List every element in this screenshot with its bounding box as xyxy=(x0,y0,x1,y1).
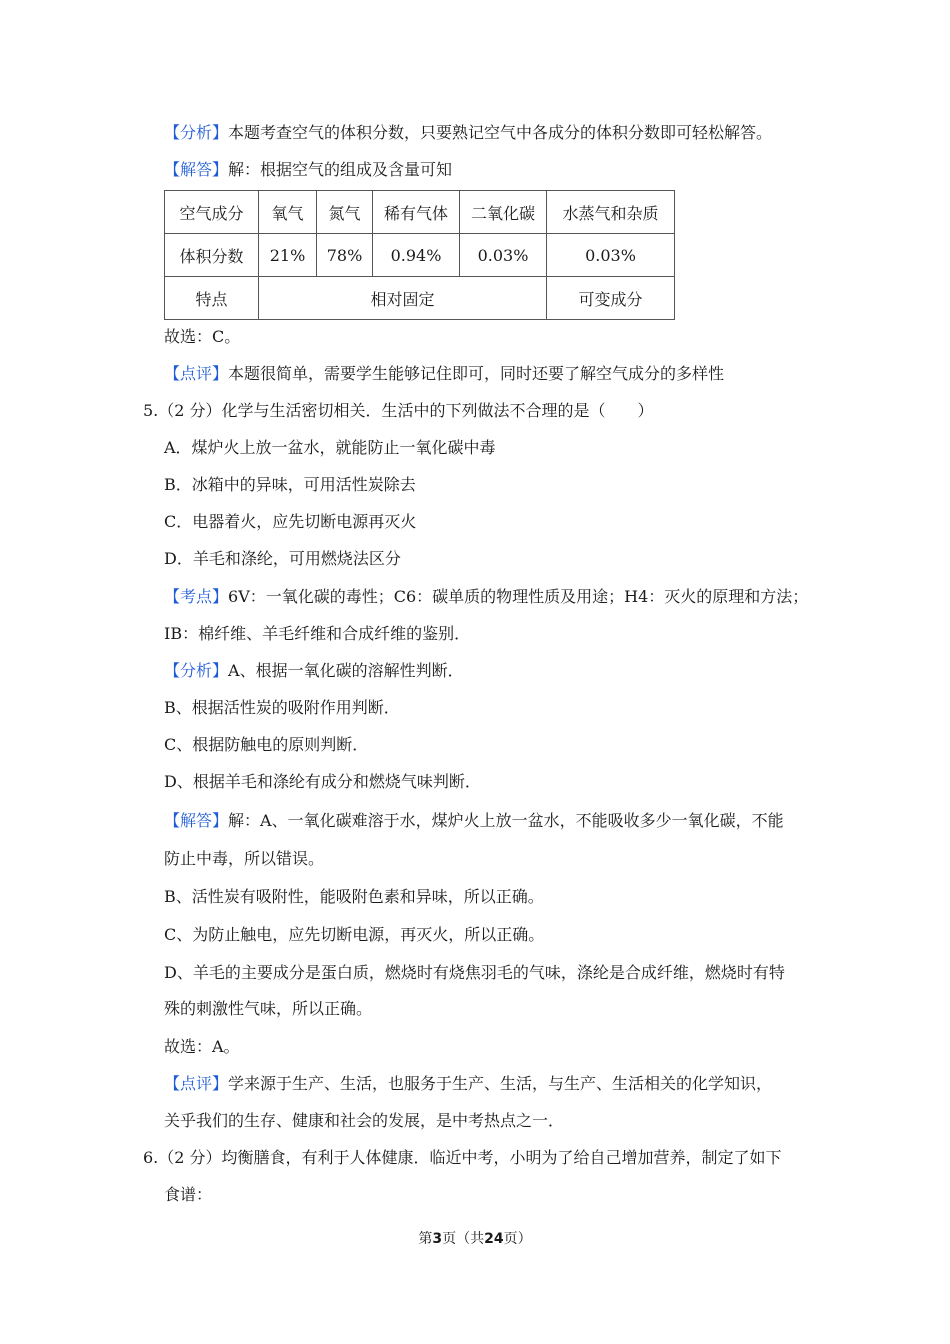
q5-answer xyxy=(164,810,784,832)
q5-comment xyxy=(164,1073,772,1095)
q5-option-a: A．煤炉火上放一盆水，就能防止一氧化碳中毒 xyxy=(164,438,496,457)
table-row xyxy=(165,234,675,277)
comment-text: 本题很简单，需要学生能够记住即可，同时还要了解空气成分的多样性 xyxy=(228,364,725,383)
table-row xyxy=(165,277,675,320)
q5-stem: 5.（2 分）化学与生活密切相关．生活中的下列做法不合理的是（ ） xyxy=(143,401,654,420)
q6-stem-line-2: 食谱： xyxy=(164,1185,213,1204)
table-cell: 0.94% xyxy=(373,234,460,277)
comment-tag: 【点评】 xyxy=(164,364,229,383)
table-cell: 0.03% xyxy=(460,234,547,277)
q6-stem-line-1: 6.（2 分）均衡膳食，有利于人体健康．临近中考，小明为了给自己增加营养，制定了如下 xyxy=(143,1148,782,1167)
air-composition-table xyxy=(164,190,675,320)
answer-a-line-2: 防止中毒，所以错误。 xyxy=(164,849,325,868)
table-cell: 相对固定 xyxy=(259,277,547,320)
comment-tag: 【点评】 xyxy=(164,1074,229,1093)
table-cell: 氮气 xyxy=(317,191,373,234)
q4-analysis xyxy=(164,122,772,144)
analysis-c: C、根据防触电的原则判断． xyxy=(164,735,369,754)
answer-tag: 【解答】 xyxy=(164,811,229,830)
table-cell: 78% xyxy=(317,234,373,277)
answer-d-line-1: D、羊毛的主要成分是蛋白质，燃烧时有烧焦羽毛的气味，涤纶是合成纤维，燃烧时有特 xyxy=(164,963,785,982)
q4-answer xyxy=(164,159,452,181)
comment-line-2: 关乎我们的生存、健康和社会的发展，是中考热点之一． xyxy=(164,1111,565,1130)
footer-suffix: 页） xyxy=(503,1231,532,1247)
page-number: 3 xyxy=(432,1231,443,1247)
answer-b: B、活性炭有吸附性，能吸附色素和异味，所以正确。 xyxy=(164,887,544,906)
analysis-tag: 【分析】 xyxy=(164,123,229,142)
table-cell: 二氧化碳 xyxy=(460,191,547,234)
table-cell: 特点 xyxy=(165,277,259,320)
q5-choice: 故选：A。 xyxy=(164,1037,240,1056)
analysis-d: D、根据羊毛和涤纶有成分和燃烧气味判断． xyxy=(164,772,481,791)
analysis-tag: 【分析】 xyxy=(164,661,229,680)
q5-option-d: D．羊毛和涤纶，可用燃烧法区分 xyxy=(164,549,401,568)
footer-mid: 页（共 xyxy=(442,1231,485,1247)
kaodian-line-2: IB：棉纤维、羊毛纤维和合成纤维的鉴别． xyxy=(164,624,471,643)
analysis-b: B、根据活性炭的吸附作用判断． xyxy=(164,698,400,717)
kaodian-tag: 【考点】 xyxy=(164,587,229,606)
q5-analysis xyxy=(164,660,464,682)
page-total: 24 xyxy=(484,1231,504,1247)
q5-option-b: B．冰箱中的异味，可用活性炭除去 xyxy=(164,475,416,494)
q4-choice: 故选：C。 xyxy=(164,327,241,346)
table-cell: 稀有气体 xyxy=(373,191,460,234)
analysis-text: A、根据一氧化碳的溶解性判断． xyxy=(228,661,464,680)
page-footer xyxy=(0,1228,950,1248)
table-cell: 空气成分 xyxy=(165,191,259,234)
comment-text: 学来源于生产、生活，也服务于生产、生活，与生产、生活相关的化学知识， xyxy=(228,1074,773,1093)
table-cell: 氧气 xyxy=(259,191,317,234)
answer-text: 解：A、一氧化碳难溶于水，煤炉火上放一盆水，不能吸收多少一氧化碳，不能 xyxy=(228,811,784,830)
answer-d-line-2: 殊的刺激性气味，所以正确。 xyxy=(164,999,373,1018)
table-cell: 体积分数 xyxy=(165,234,259,277)
answer-text: 解：根据空气的组成及含量可知 xyxy=(228,160,453,179)
q4-comment xyxy=(164,363,724,385)
analysis-text: 本题考查空气的体积分数，只要熟记空气中各成分的体积分数即可轻松解答。 xyxy=(228,123,773,142)
q5-option-c: C．电器着火，应先切断电源再灭火 xyxy=(164,512,417,531)
q5-kaodian xyxy=(164,586,808,608)
answer-tag: 【解答】 xyxy=(164,160,229,179)
answer-c: C、为防止触电，应先切断电源，再灭火，所以正确。 xyxy=(164,925,545,944)
table-cell: 21% xyxy=(259,234,317,277)
table-row xyxy=(165,191,675,234)
table-cell: 可变成分 xyxy=(547,277,675,320)
table-cell: 0.03% xyxy=(547,234,675,277)
kaodian-text: 6V：一氧化碳的毒性；C6：碳单质的物理性质及用途；H4：灭火的原理和方法； xyxy=(228,587,809,606)
footer-prefix: 第 xyxy=(418,1231,433,1247)
table-cell: 水蒸气和杂质 xyxy=(547,191,675,234)
